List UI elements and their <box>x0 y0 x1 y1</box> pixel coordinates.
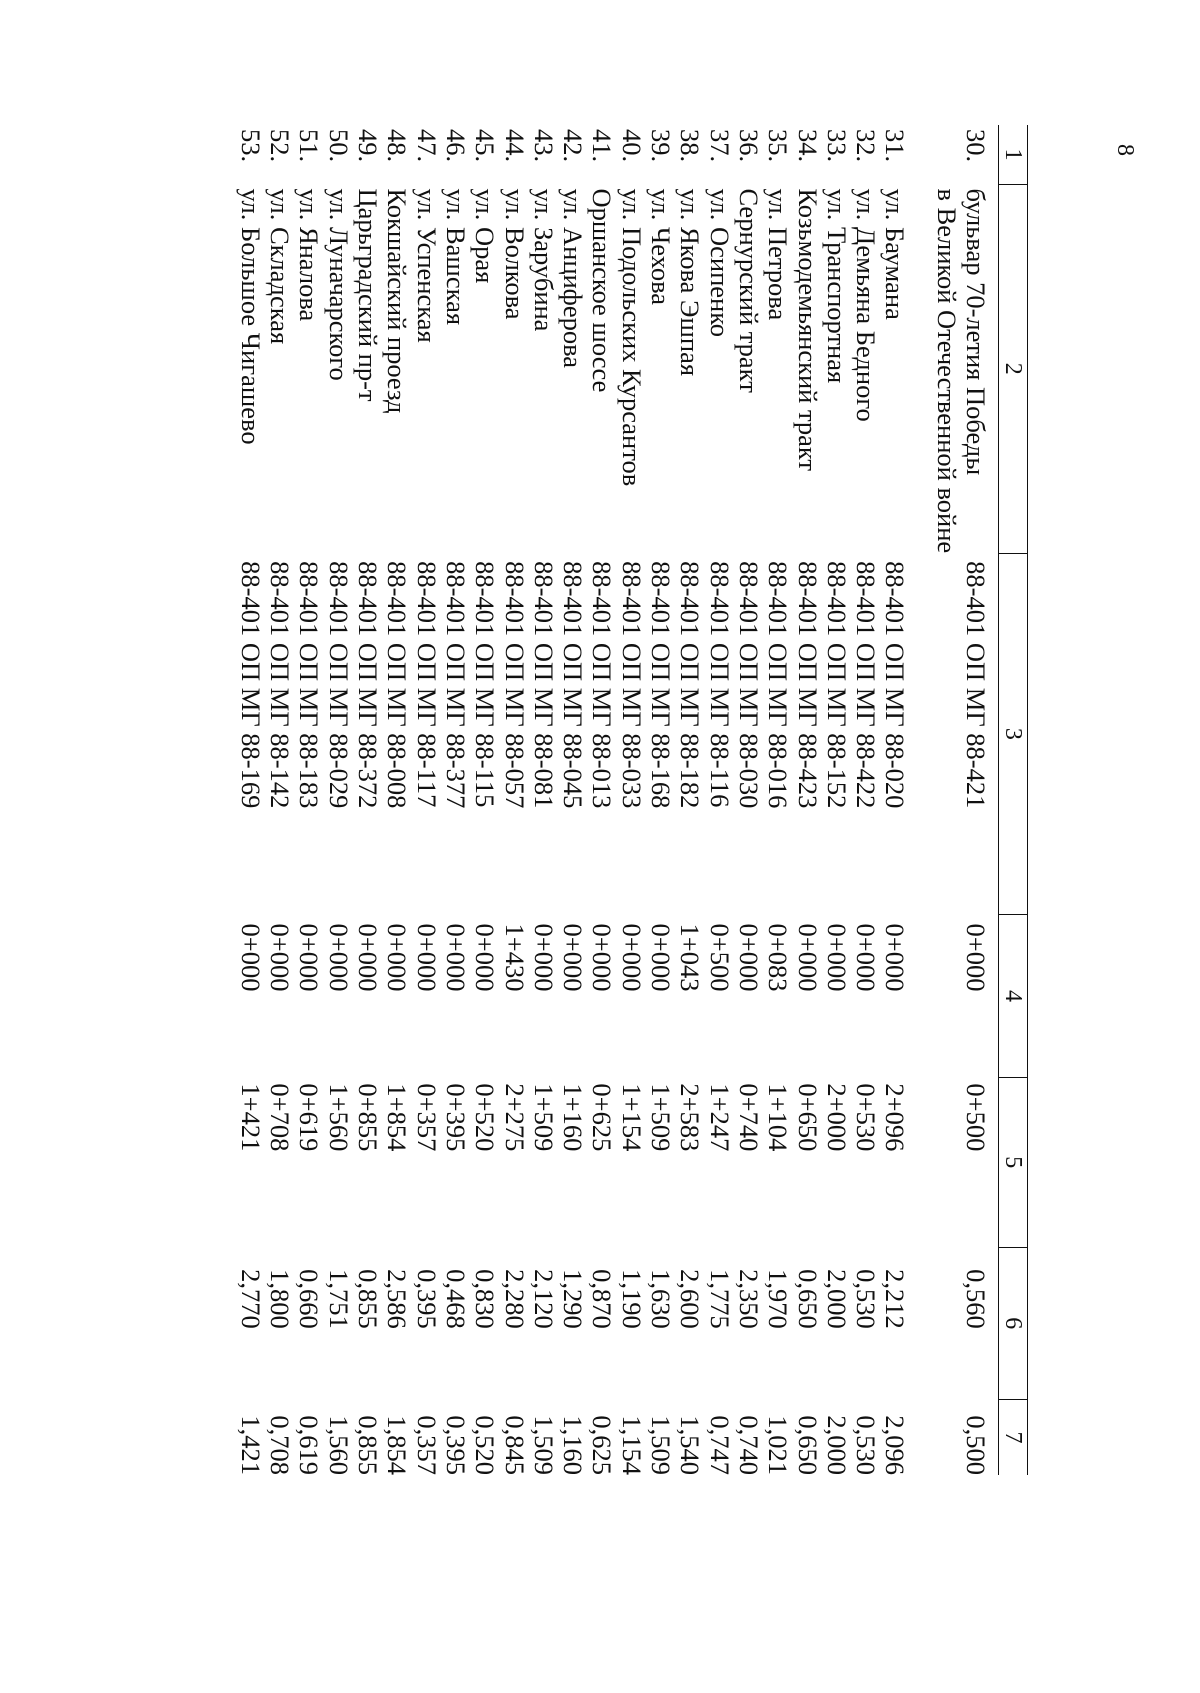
table-row <box>734 125 763 1475</box>
length-value: 0,660 <box>294 1269 325 1329</box>
end-km: 1+854 <box>382 1083 413 1152</box>
section-value: 1,021 <box>763 1415 794 1475</box>
section-value: 1,509 <box>528 1415 559 1475</box>
table-row <box>822 125 851 1475</box>
table-row <box>470 125 499 1475</box>
start-km: 0+000 <box>851 923 882 992</box>
end-km: 2+583 <box>675 1083 706 1152</box>
length-value: 2,000 <box>821 1269 852 1329</box>
header-col-3: 3 <box>999 553 1028 914</box>
start-km: 0+000 <box>961 923 991 992</box>
road-code: 88-401 ОП МГ 88-115 <box>470 561 501 808</box>
length-value: 1,630 <box>646 1269 677 1329</box>
table-row <box>616 125 645 1475</box>
table-row <box>587 125 616 1475</box>
row-number: 47. <box>411 129 442 163</box>
road-code: 88-401 ОП МГ 88-013 <box>587 561 618 809</box>
length-value: 2,280 <box>499 1269 530 1329</box>
end-km: 2+275 <box>499 1083 530 1152</box>
table-row <box>441 125 470 1475</box>
row-number: 32. <box>851 129 882 163</box>
rotated-table-container <box>228 125 1028 1475</box>
end-km: 0+740 <box>733 1083 764 1152</box>
road-name: ул. Баумана <box>880 188 911 320</box>
road-code: 88-401 ОП МГ 88-423 <box>792 561 823 809</box>
road-name: Козьмодемьянский тракт <box>792 188 823 471</box>
section-value: 1,560 <box>323 1415 354 1475</box>
road-name: ул. Луначарского <box>323 188 354 381</box>
start-km: 0+000 <box>616 923 647 992</box>
road-code: 88-401 ОП МГ 88-377 <box>440 561 471 809</box>
row-number: 45. <box>470 129 501 163</box>
row-number: 42. <box>558 129 589 163</box>
road-code: 88-401 ОП МГ 88-030 <box>733 561 764 809</box>
section-value: 0,650 <box>792 1415 823 1475</box>
road-code: 88-401 ОП МГ 88-081 <box>528 561 559 809</box>
road-name: Кокшайский проезд <box>382 188 413 414</box>
start-km: 0+000 <box>733 923 764 992</box>
section-value: 0,625 <box>587 1415 618 1475</box>
end-km: 0+619 <box>294 1083 325 1152</box>
start-km: 0+000 <box>880 923 911 992</box>
section-value: 0,619 <box>294 1415 325 1475</box>
section-value: 2,000 <box>821 1415 852 1475</box>
table-row <box>931 125 998 1475</box>
section-value: 0,357 <box>411 1415 442 1475</box>
row-number: 38. <box>675 129 706 163</box>
row-number: 35. <box>763 129 794 163</box>
row-number: 36. <box>733 129 764 163</box>
length-value: 1,190 <box>616 1269 647 1329</box>
row-number: 40. <box>616 129 647 163</box>
end-km: 0+530 <box>851 1083 882 1152</box>
row-number: 33. <box>821 129 852 163</box>
table-row <box>411 125 440 1475</box>
roads-table <box>236 125 1028 1475</box>
road-name: ул. Подольских Курсантов <box>616 188 647 487</box>
road-name-line-2: в Великой Отечественной войне <box>931 188 962 554</box>
road-name: ул. Складская <box>265 188 296 345</box>
row-number: 43. <box>528 129 559 163</box>
section-value: 1,540 <box>675 1415 706 1475</box>
table-row <box>294 125 323 1475</box>
page-number: 8 <box>1112 144 1138 156</box>
end-km: 2+000 <box>821 1083 852 1152</box>
section-value: 0,530 <box>851 1415 882 1475</box>
table-row <box>236 125 265 1475</box>
end-km: 1+509 <box>646 1083 677 1152</box>
road-name: ул. Вашская <box>440 188 471 326</box>
section-value: 0,845 <box>499 1415 530 1475</box>
length-value: 0,650 <box>792 1269 823 1329</box>
section-value: 0,520 <box>470 1415 501 1475</box>
table-row <box>499 125 528 1475</box>
start-km: 0+000 <box>470 923 501 992</box>
row-number: 30. <box>961 129 991 163</box>
header-col-2: 2 <box>999 184 1028 553</box>
start-km: 0+000 <box>323 923 354 992</box>
table-row <box>792 125 821 1475</box>
row-number: 53. <box>235 129 266 163</box>
road-code: 88-401 ОП МГ 88-117 <box>411 561 442 808</box>
row-number: 41. <box>587 129 618 163</box>
road-code: 88-401 ОП МГ 88-168 <box>646 561 677 809</box>
length-value: 2,350 <box>733 1269 764 1329</box>
start-km: 0+000 <box>265 923 296 992</box>
header-col-1: 1 <box>999 125 1028 184</box>
road-name <box>931 184 998 553</box>
table-row <box>851 125 880 1475</box>
table-row <box>529 125 558 1475</box>
section-value: 0,855 <box>353 1415 384 1475</box>
length-value: 0,830 <box>470 1269 501 1329</box>
end-km: 0+520 <box>470 1083 501 1152</box>
row-number: 51. <box>294 129 325 163</box>
section-value: 0,708 <box>265 1415 296 1475</box>
road-code: 88-401 ОП МГ 88-016 <box>763 561 794 809</box>
start-km: 1+043 <box>675 923 706 992</box>
end-km: 0+650 <box>792 1083 823 1152</box>
start-km: 0+000 <box>235 923 266 992</box>
header-row <box>999 125 1028 1475</box>
length-value: 1,800 <box>265 1269 296 1329</box>
row-number: 34. <box>792 129 823 163</box>
table-row <box>265 125 294 1475</box>
road-name: ул. Петрова <box>763 188 794 321</box>
section-value: 0,395 <box>440 1415 471 1475</box>
road-name: Оршанское шоссе <box>587 188 618 393</box>
table-row <box>646 125 675 1475</box>
road-code: 88-401 ОП МГ 88-057 <box>499 561 530 809</box>
road-code: 88-401 ОП МГ 88-183 <box>294 561 325 809</box>
road-code: 88-401 ОП МГ 88-008 <box>382 561 413 809</box>
row-number: 44. <box>499 129 530 163</box>
section-value: 1,421 <box>235 1415 266 1475</box>
road-name: ул. Чехова <box>646 188 677 306</box>
length-value: 0,395 <box>411 1269 442 1329</box>
end-km: 1+104 <box>763 1083 794 1152</box>
road-name: ул. Успенская <box>411 188 442 343</box>
road-code: 88-401 ОП МГ 88-372 <box>353 561 384 809</box>
length-value: 0,468 <box>440 1269 471 1329</box>
length-value: 0,855 <box>353 1269 384 1329</box>
start-km: 0+000 <box>646 923 677 992</box>
start-km: 0+000 <box>382 923 413 992</box>
end-km: 1+509 <box>528 1083 559 1152</box>
table-row <box>323 125 352 1475</box>
road-code: 88-401 ОП МГ 88-142 <box>265 561 296 809</box>
start-km: 0+000 <box>294 923 325 992</box>
road-code: 88-401 ОП МГ 88-029 <box>323 561 354 809</box>
length-value: 2,212 <box>880 1269 911 1329</box>
section-value: 1,854 <box>382 1415 413 1475</box>
start-km: 1+430 <box>499 923 530 992</box>
start-km: 0+500 <box>704 923 735 992</box>
length-value: 1,970 <box>763 1269 794 1329</box>
end-km: 0+625 <box>587 1083 618 1152</box>
road-code: 88-401 ОП МГ 88-020 <box>880 561 911 809</box>
road-name: Царьградский пр-т <box>353 188 384 402</box>
length-value: 0,560 <box>961 1269 991 1329</box>
section-value: 0,500 <box>961 1415 991 1475</box>
start-km: 0+000 <box>528 923 559 992</box>
length-value: 1,751 <box>323 1269 354 1329</box>
header-col-6: 6 <box>999 1247 1028 1399</box>
length-value: 2,586 <box>382 1269 413 1329</box>
end-km: 0+855 <box>353 1083 384 1152</box>
start-km: 0+000 <box>411 923 442 992</box>
end-km: 1+154 <box>616 1083 647 1152</box>
end-km: 1+421 <box>235 1083 266 1152</box>
start-km: 0+000 <box>353 923 384 992</box>
row-number: 39. <box>646 129 677 163</box>
table-row <box>558 125 587 1475</box>
road-code: 88-401 ОП МГ 88-116 <box>704 561 735 808</box>
road-name: ул. Осипенко <box>704 188 735 337</box>
length-value: 1,290 <box>558 1269 589 1329</box>
table-body <box>236 125 999 1475</box>
table-row <box>353 125 382 1475</box>
header-col-4: 4 <box>999 915 1028 1078</box>
road-name: ул. Яналова <box>294 188 325 322</box>
road-name: ул. Анциферова <box>558 188 589 369</box>
road-name: ул. Орая <box>470 188 501 284</box>
end-km: 0+500 <box>961 1083 991 1152</box>
header-col-7: 7 <box>999 1399 1028 1475</box>
road-name: Сернурский тракт <box>733 188 764 393</box>
road-code: 88-401 ОП МГ 88-152 <box>821 561 852 809</box>
table-row <box>704 125 733 1475</box>
road-name-line-1: бульвар 70-летия Победы <box>961 188 991 476</box>
road-code: 88-401 ОП МГ 88-422 <box>851 561 882 809</box>
end-km: 0+708 <box>265 1083 296 1152</box>
start-km: 0+000 <box>558 923 589 992</box>
section-value: 1,154 <box>616 1415 647 1475</box>
road-name: ул. Якова Эшпая <box>675 188 706 377</box>
row-number: 52. <box>265 129 296 163</box>
section-value: 2,096 <box>880 1415 911 1475</box>
road-code: 88-401 ОП МГ 88-045 <box>558 561 589 809</box>
start-km: 0+000 <box>440 923 471 992</box>
end-km: 1+560 <box>323 1083 354 1152</box>
length-value: 2,120 <box>528 1269 559 1329</box>
table-row <box>382 125 411 1475</box>
road-name: ул. Волкова <box>499 188 530 320</box>
road-code: 88-401 ОП МГ 88-421 <box>961 561 991 809</box>
length-value: 2,770 <box>235 1269 266 1329</box>
end-km: 2+096 <box>880 1083 911 1152</box>
road-code: 88-401 ОП МГ 88-169 <box>235 561 266 809</box>
row-number: 46. <box>440 129 471 163</box>
road-code: 88-401 ОП МГ 88-182 <box>675 561 706 809</box>
section-value: 0,740 <box>733 1415 764 1475</box>
row-number: 49. <box>353 129 384 163</box>
start-km: 0+000 <box>821 923 852 992</box>
length-value: 0,870 <box>587 1269 618 1329</box>
length-value: 1,775 <box>704 1269 735 1329</box>
table-row <box>763 125 792 1475</box>
row-number: 48. <box>382 129 413 163</box>
section-value: 1,160 <box>558 1415 589 1475</box>
road-name: ул. Транспортная <box>821 188 852 384</box>
end-km: 1+247 <box>704 1083 735 1152</box>
table-row <box>675 125 704 1475</box>
road-code: 88-401 ОП МГ 88-033 <box>616 561 647 809</box>
start-km: 0+000 <box>587 923 618 992</box>
length-value: 0,530 <box>851 1269 882 1329</box>
row-number: 31. <box>880 129 911 163</box>
start-km: 0+000 <box>792 923 823 992</box>
table-row <box>880 125 909 1475</box>
row-number: 37. <box>704 129 735 163</box>
row-spacer <box>909 125 931 1475</box>
road-name: ул. Большое Чигашево <box>235 188 266 445</box>
road-name: ул. Зарубина <box>528 188 559 332</box>
end-km: 0+395 <box>440 1083 471 1152</box>
end-km: 0+357 <box>411 1083 442 1152</box>
end-km: 1+160 <box>558 1083 589 1152</box>
length-value: 2,600 <box>675 1269 706 1329</box>
road-name: ул. Демьяна Бедного <box>851 188 882 422</box>
start-km: 0+083 <box>763 923 794 992</box>
section-value: 1,509 <box>646 1415 677 1475</box>
section-value: 0,747 <box>704 1415 735 1475</box>
row-number: 50. <box>323 129 354 163</box>
header-col-5: 5 <box>999 1077 1028 1247</box>
row-spacer-cell <box>909 125 931 1475</box>
